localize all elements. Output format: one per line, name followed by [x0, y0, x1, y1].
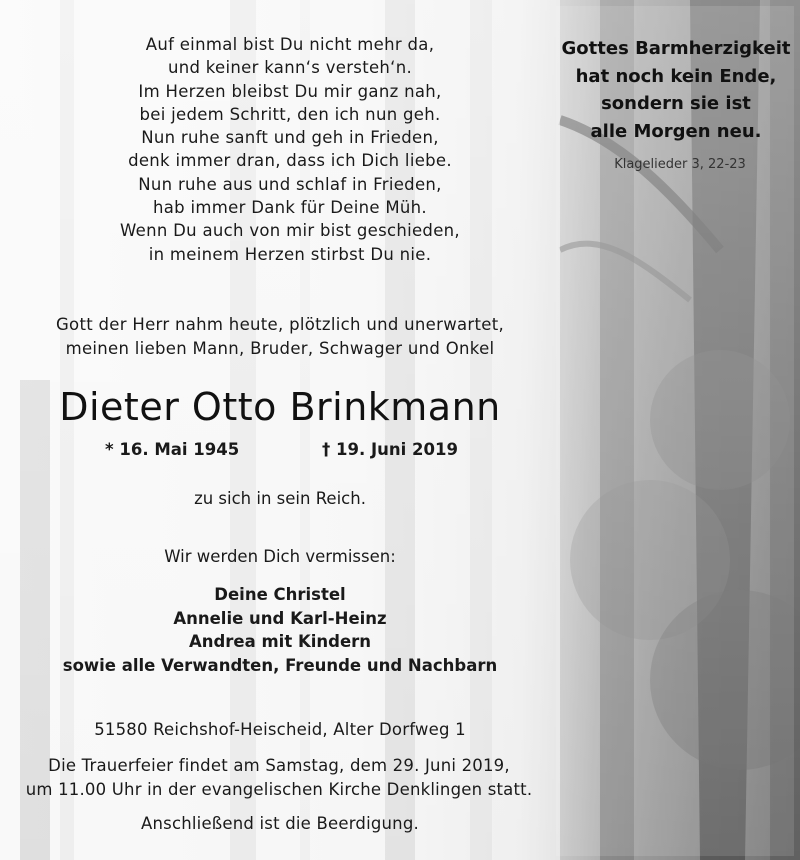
- poem-line: hab immer Dank für Deine Müh.: [153, 198, 427, 218]
- burial-note: Anschließend ist die Beerdigung.: [141, 814, 419, 833]
- poem-line: Nun ruhe aus und schlaf in Frieden,: [138, 174, 442, 194]
- poem-line: Auf einmal bist Du nicht mehr da,: [145, 35, 435, 54]
- service-line: Die Trauerfeier findet am Samstag, dem 29. Juni 2019,: [48, 756, 510, 775]
- poem-line: in meinem Herzen stirbst Du nie.: [148, 244, 432, 264]
- deceased-name: Dieter Otto Brinkmann: [59, 385, 501, 429]
- poem: [40, 33, 540, 266]
- mourner-line: Andrea mit Kindern: [188, 632, 372, 651]
- poem-line: denk immer dran, dass ich Dich liebe.: [128, 151, 452, 171]
- intro-line: Gott der Herr nahm heute, plötzlich und unerwartet,: [55, 315, 505, 334]
- verse-line: Gottes Barmherzigkeit: [561, 38, 791, 59]
- address: 51580 Reichshof-Heischeid, Alter Dorfweg 1: [94, 720, 466, 739]
- birth-date: * 16. Mai 1945: [105, 440, 240, 459]
- poem-line: Im Herzen bleibst Du mir ganz nah,: [138, 81, 442, 101]
- poem-line: Wenn Du auch von mir bist geschieden,: [120, 221, 460, 241]
- miss-text: Wir werden Dich vermissen:: [164, 547, 396, 566]
- funeral-service-info: [0, 754, 558, 802]
- mourners-list: [30, 583, 530, 677]
- mourner-line: Deine Christel: [214, 585, 346, 604]
- verse-line: alle Morgen neu.: [590, 120, 762, 142]
- mourner-line: sowie alle Verwandten, Freunde und Nachbarn: [62, 655, 498, 675]
- poem-line: bei jedem Schritt, den ich nun geh.: [139, 104, 441, 124]
- service-line: um 11.00 Uhr in der evangelischen Kirche Denklingen statt.: [25, 780, 533, 799]
- reich-text: zu sich in sein Reich.: [194, 489, 366, 508]
- mourner-line: Annelie und Karl-Heinz: [173, 608, 387, 628]
- bible-verse: [556, 35, 796, 145]
- verse-line: sondern sie ist: [601, 93, 751, 114]
- verse-reference: Klagelieder 3, 22-23: [614, 157, 746, 172]
- poem-line: und keiner kann‘s versteh‘n.: [167, 58, 413, 78]
- poem-line: Nun ruhe sanft und geh in Frieden,: [141, 128, 439, 148]
- intro-text: [30, 313, 530, 361]
- death-date: † 19. Juni 2019: [322, 440, 458, 459]
- intro-line: meinen lieben Mann, Bruder, Schwager und Onkel: [65, 339, 495, 358]
- verse-line: hat noch kein Ende,: [575, 65, 777, 87]
